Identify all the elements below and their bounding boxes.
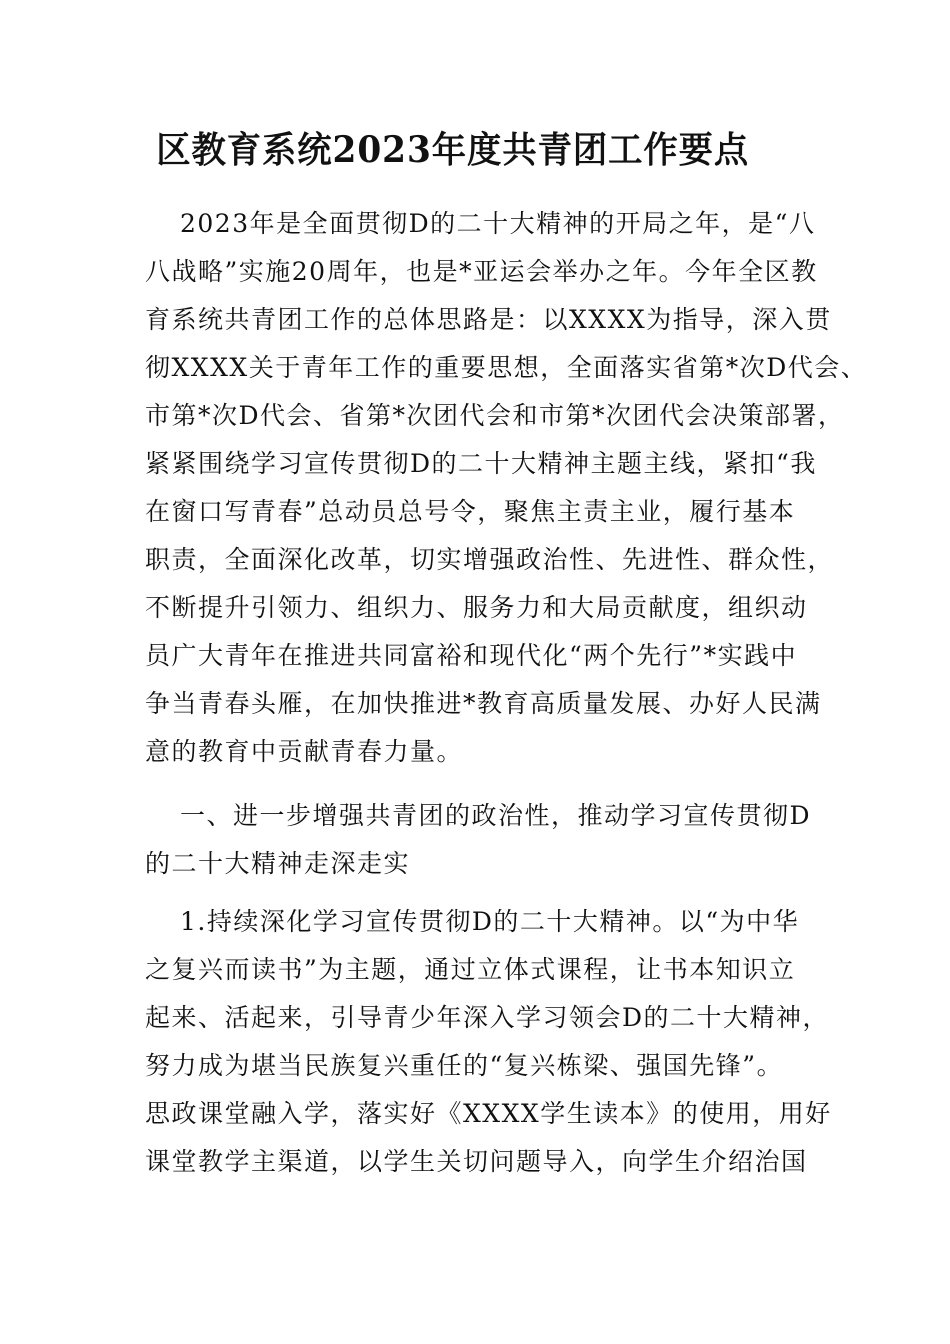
item-line-5: 思政课堂融入学，落实好《XXXX学生读本》的使用，用好 bbox=[145, 1099, 832, 1128]
body-line-1: 2023年是全面贯彻D的二十大精神的开局之年，是“八 bbox=[180, 209, 816, 238]
body-line-8: 职责，全面深化改革，切实增强政治性、先进性、群众性， bbox=[145, 545, 835, 574]
body-line-4: 彻XXXX关于青年工作的重要思想，全面落实省第*次D代会、 bbox=[145, 353, 868, 382]
body-line-11: 争当青春头雁，在加快推进*教育高质量发展、办好人民满 bbox=[145, 689, 822, 718]
document-title: 区教育系统2023年度共青团工作要点 bbox=[156, 129, 750, 171]
section-heading-line-1: 一、进一步增强共青团的政治性，推动学习宣传贯彻D bbox=[180, 801, 812, 830]
item-line-4: 努力成为堪当民族复兴重任的“复兴栋梁、强国先锋”。 bbox=[145, 1051, 784, 1080]
section-heading-line-2: 的二十大精神走深走实 bbox=[145, 849, 411, 878]
body-line-6: 紧紧围绕学习宣传贯彻D的二十大精神主题主线，紧扣“我 bbox=[145, 449, 817, 478]
item-line-1: 1.持续深化学习宣传贯彻D的二十大精神。以“为中华 bbox=[180, 907, 800, 936]
body-line-7: 在窗口写青春”总动员总号令，聚焦主责主业，履行基本 bbox=[145, 497, 796, 526]
body-line-9: 不断提升引领力、组织力、服务力和大局贡献度，组织动 bbox=[145, 593, 808, 622]
item-line-3: 起来、活起来，引导青少年深入学习领会D的二十大精神， bbox=[145, 1003, 830, 1032]
body-line-2: 八战略”实施20周年，也是*亚运会举办之年。今年全区教 bbox=[145, 257, 818, 286]
item-line-6: 课堂教学主渠道，以学生关切问题导入，向学生介绍治国 bbox=[145, 1147, 808, 1176]
item-line-2: 之复兴而读书”为主题，通过立体式课程，让书本知识立 bbox=[145, 955, 796, 984]
body-line-10: 员广大青年在推进共同富裕和现代化“两个先行”*实践中 bbox=[145, 641, 798, 670]
body-line-3: 育系统共青团工作的总体思路是：以XXXX为指导，深入贯 bbox=[145, 305, 832, 334]
body-line-5: 市第*次D代会、省第*次团代会和市第*次团代会决策部署， bbox=[145, 401, 845, 430]
body-line-12: 意的教育中贡献青春力量。 bbox=[145, 737, 464, 766]
